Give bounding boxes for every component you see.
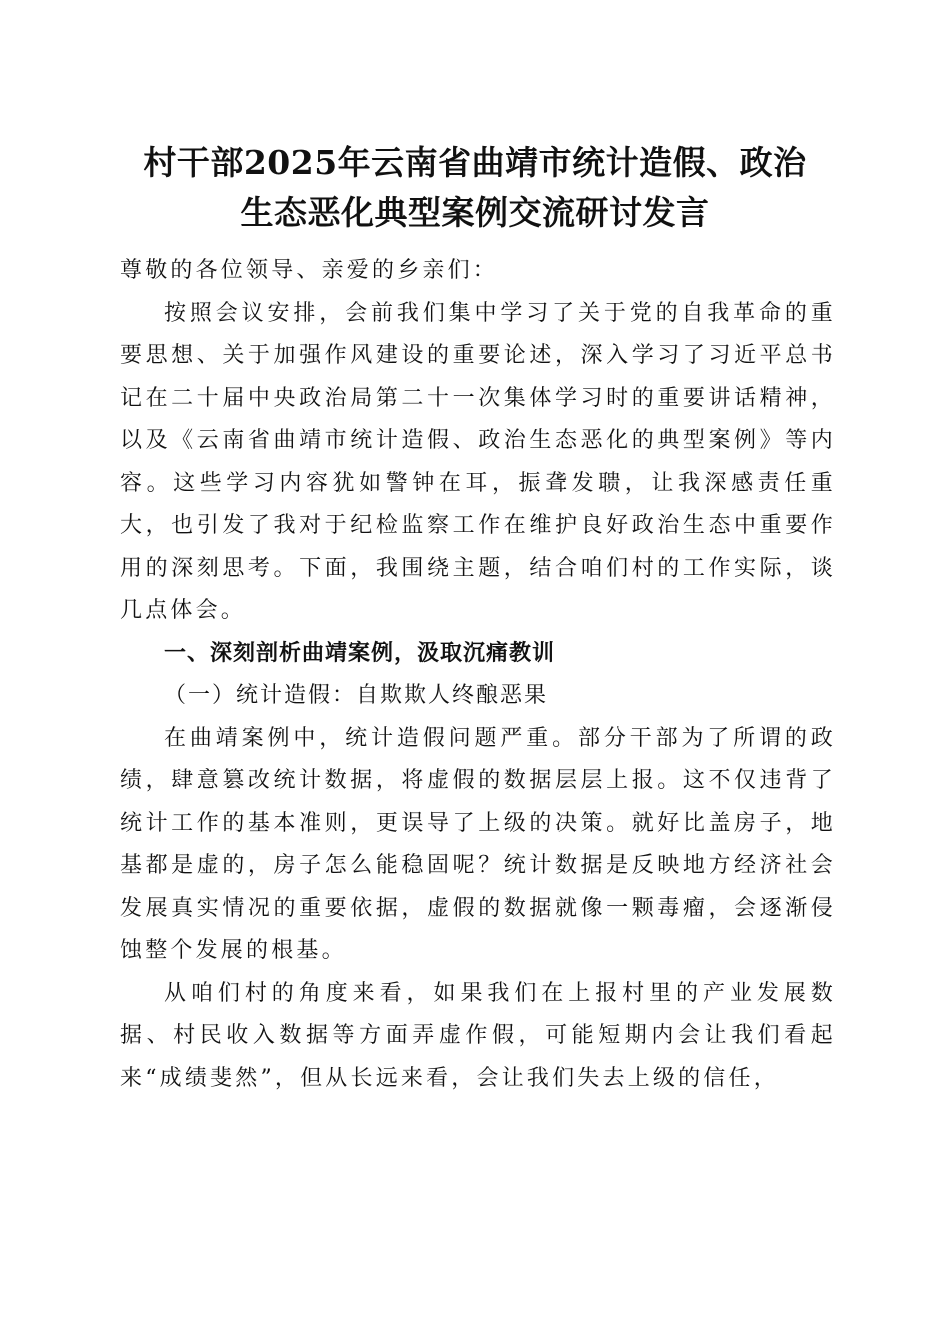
paragraph-statistics-fraud: 在曲靖案例中，统计造假问题严重。部分干部为了所谓的政绩，肆意篡改统计数据，将虚假的数据层层上报。这不仅违背了统计工作的基本准则，更误导了上级的决策。就好比盖房子，地基都是虚的，房子怎么能稳固呢？统计数据是反映地方经济社会发展真实情况的重要依据，虚假的数据就像一颗毒瘤，会逐渐侵蚀整个发展的根基。 (120, 725, 836, 963)
document-title (100, 138, 850, 238)
salutation: 尊敬的各位领导、亲爱的乡亲们： (120, 258, 499, 283)
subsection-heading-1: （一）统计造假：自欺欺人终酿恶果 (164, 683, 549, 708)
title-line-2: 生态恶化典型案例交流研讨发言 (240, 193, 710, 232)
paragraph-intro: 按照会议安排，会前我们集中学习了关于党的自我革命的重要思想、关于加强作风建设的重要论述，深入学习了习近平总书记在二十届中央政治局第二十一次集体学习时的重要讲话精神，以及《云南省曲靖市统计造假、政治生态恶化的典型案例》等内容。这些学习内容犹如警钟在耳，振聋发聩，让我深感责任重大，也引发了我对于纪检监察工作在维护良好政治生态中重要作用的深刻思考。下面，我围绕主题，结合咱们村的工作实际，谈几点体会。 (120, 300, 836, 623)
document-body (120, 250, 836, 1100)
section-heading-1: 一、深刻剖析曲靖案例，汲取沉痛教训 (164, 640, 556, 666)
paragraph-village-perspective: 从咱们村的角度来看，如果我们在上报村里的产业发展数据、村民收入数据等方面弄虚作假，可能短期内会让我们看起来“成绩斐然”，但从长远来看，会让我们失去上级的信任， (120, 980, 836, 1091)
title-line-1: 村干部2025年云南省曲靖市统计造假、政治 (143, 143, 807, 182)
